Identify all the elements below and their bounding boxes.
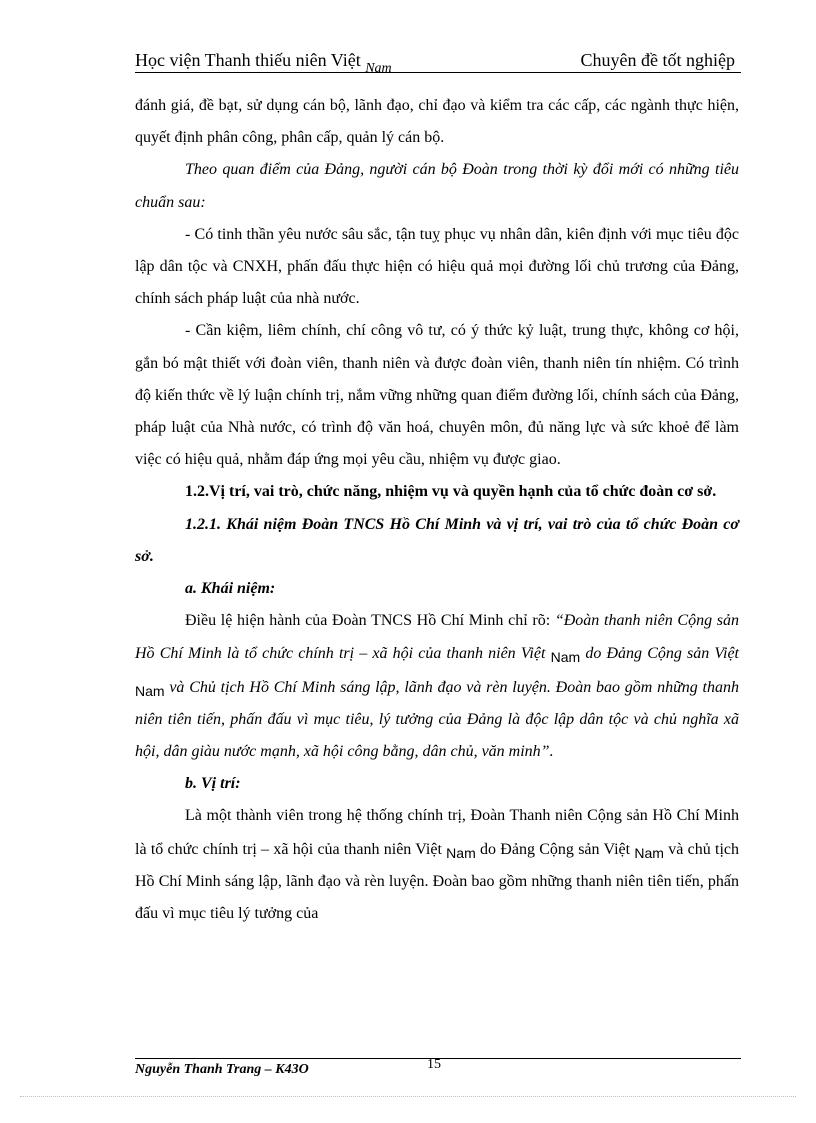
nam-1: Nam [550,649,581,666]
quote-part-1: “Đoàn thanh niên Cộng sản Hồ Chí Minh là tổ chức chính trị – xã hội của thanh niên Việt [135,612,739,663]
quote-part-2: do Đảng Cộng sản Việt [580,645,740,663]
paragraph-1: đánh giá, đề bạt, sử dụng cán bộ, lãnh đạo, chỉ đạo và kiểm tra các cấp, các ngành thực hiện, quyết định phân công, phân cấp, quản lý cán bộ. [135,97,739,147]
paragraph-5 [135,605,739,768]
page-header [135,48,741,76]
paragraph-3: - Có tinh thần yêu nước sâu sắc, tận tuỵ phục vụ nhân dân, kiên định với mục tiêu độc lập dân tộc và CNXH, phấn đấu thực hiện có hiệu quả mọi đường lối chủ trương của Đảng, chính sách pháp luật của nhà nước. [135,225,739,308]
paragraph-5-intro: Điều lệ hiện hành của Đoàn TNCS Hồ Chí Minh chỉ rõ: [185,612,555,630]
quote-part-3: và Chủ tịch Hồ Chí Minh sáng lập, lãnh đạo và rèn luyện. Đoàn bao gồm những thanh niên tiên tiến, phấn đấu vì mục tiêu, lý tưởng của Đảng là độc lập dân tộc và chủ nghĩa xã hội, dân giàu nước mạnh, xã hội công bằng, dân chủ, văn minh”. [135,678,739,761]
paragraph-4: - Cần kiệm, liêm chính, chí công vô tư, có ý thức kỷ luật, trung thực, không cơ hội, gắn bó mật thiết với đoàn viên, thanh niên và được đoàn viên, thanh niên tín nhiệm. Có trình độ kiến thức về lý luận chính trị, nắm vững những quan điểm đường lối, chính sách của Đảng, pháp luật của Nhà nước, có trình độ văn hoá, chuyên môn, đủ năng lực và sức khoẻ để làm việc có hiệu quả, nhằm đáp ứng mọi yêu cầu, nhiệm vụ được giao. [135,322,739,469]
footer-author: Nguyễn Thanh Trang – K43O [135,1062,309,1077]
header-institution-text: Học viện Thanh thiếu niên Việt [135,50,361,70]
page-number: 15 [427,1057,441,1072]
section-heading-1-2: 1.2.Vị trí, vai trò, chức năng, nhiệm vụ và quyền hạnh của tổ chức đoàn cơ sở. [185,483,717,501]
page-boundary [20,1096,796,1097]
nam-4: Nam [634,844,664,861]
paragraph-5-quote [135,612,739,760]
header-document-type: Chuyên đề tốt nghiệp [580,50,735,70]
subheading-vi-tri: b. Vị trí: [185,775,241,793]
p6-part-3: và chủ tịch Hồ Chí Minh sáng lập, lãnh đạo và rèn luyện. Đoàn bao gồm những thanh niên tiên tiến, phấn đấu vì mục tiêu lý tưởng của [135,840,739,923]
header-institution-script: Nam [365,61,392,76]
subheading-khai-niem: a. Khái niệm: [185,580,276,598]
paragraph-6 [135,800,739,930]
section-heading-1-2-1: 1.2.1. Khái niệm Đoàn TNCS Hồ Chí Minh và vị trí, vai trò của tổ chức Đoàn cơ sở. [135,515,739,565]
paragraph-2: Theo quan điểm của Đảng, người cán bộ Đoàn trong thời kỳ đổi mới có những tiêu chuẩn sau: [135,161,739,211]
header-institution [135,50,392,76]
p6-part-1: Là một thành viên trong hệ thống chính trị, Đoàn Thanh niên Cộng sản Hồ Chí Minh là tổ chức chính trị – xã hội của thanh niên Việt [135,807,739,858]
nam-3: Nam [446,844,476,861]
p6-part-2: do Đảng Cộng sản Việt [475,840,635,858]
nam-2: Nam [135,682,165,699]
page-body [135,90,739,930]
